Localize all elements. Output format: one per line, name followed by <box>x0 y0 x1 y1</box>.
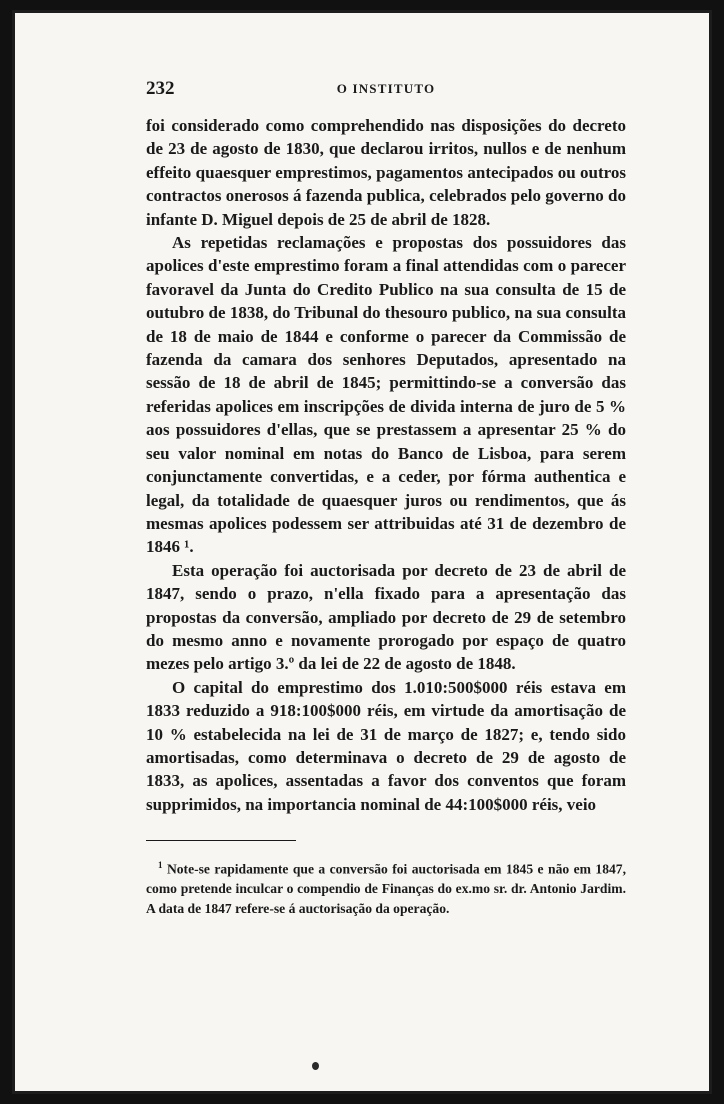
footnote-text: Note-se rapidamente que a conversão foi auctorisada em 1845 e não em 1847, como pretende inculcar o compendio de Finanças do ex.mo sr. dr. Antonio Jardim. A data de 1847 refere-se á auctorisação da operação. <box>146 861 626 917</box>
paragraph-2: As repetidas reclamações e propostas dos possuidores das apolices d'este emprestimo foram a final attendidas com o parecer favoravel da Junta do Credito Publico na sua consulta de 15 de outubro de 1838, do Tribunal do thesouro publico, na sua consulta de 18 de maio de 1844 e conforme o parecer da Commissão de fazenda da camara dos senhores Deputados, apresentado na sessão de 18 de abril de 1845; permittindo-se a conversão das referidas apolices em inscripções de divida interna de juro de 5 % aos possuidores d'ellas, que se prestassem a apresentar 25 % do seu valor nominal em notas do Banco de Lisboa, para serem conjunctamente convertidas, e a ceder, por fórma authentica e legal, da totalidade de quaesquer juros ou rendimentos, que ás mesmas apolices podessem ser attribuidas até 31 de dezembro de 1846 ¹. <box>146 233 626 557</box>
footnote-divider <box>146 840 296 841</box>
paragraph-4: O capital do emprestimo dos 1.010:500$000 réis estava em 1833 reduzido a 918:100$000 réis, em virtude da amortisação de 10 % estabelecida na lei de 31 de março de 1827; e, tendo sido amortisadas, como determinava o decreto de 29 de agosto de 1833, as apolices, assentadas a favor dos conventos que foram supprimidos, na importancia nominal de 44:100$000 réis, veio <box>146 677 626 814</box>
running-title: O INSTITUTO <box>336 81 436 96</box>
paragraph-1: foi considerado como comprehendido nas disposições do decreto de 23 de agosto de 1830, que declarou irritos, nullos e de nenhum effeito quaesquer emprestimos, pagamentos antecipados ou outros contractos onerosos á fazenda publica, celebrados pelo governo do infante D. Miguel depois de 25 de abril de 1828. <box>146 116 626 229</box>
footnote-marker: 1 <box>158 859 163 870</box>
footnote <box>146 855 626 920</box>
book-page <box>146 68 626 933</box>
page-header <box>146 68 626 102</box>
paragraph-3: Esta operação foi auctorisada por decreto de 23 de abril de 1847, sendo o prazo, n'ella fixado para a apresentação das propostas da conversão, ampliado por decreto de 29 de setembro do mesmo anno e novamente prorogado por espaço de quatro mezes pelo artigo 3.º da lei de 22 de agosto de 1848. <box>146 560 626 674</box>
ink-dot <box>312 1062 319 1070</box>
page-number: 232 <box>146 78 175 99</box>
body-text <box>146 114 626 816</box>
